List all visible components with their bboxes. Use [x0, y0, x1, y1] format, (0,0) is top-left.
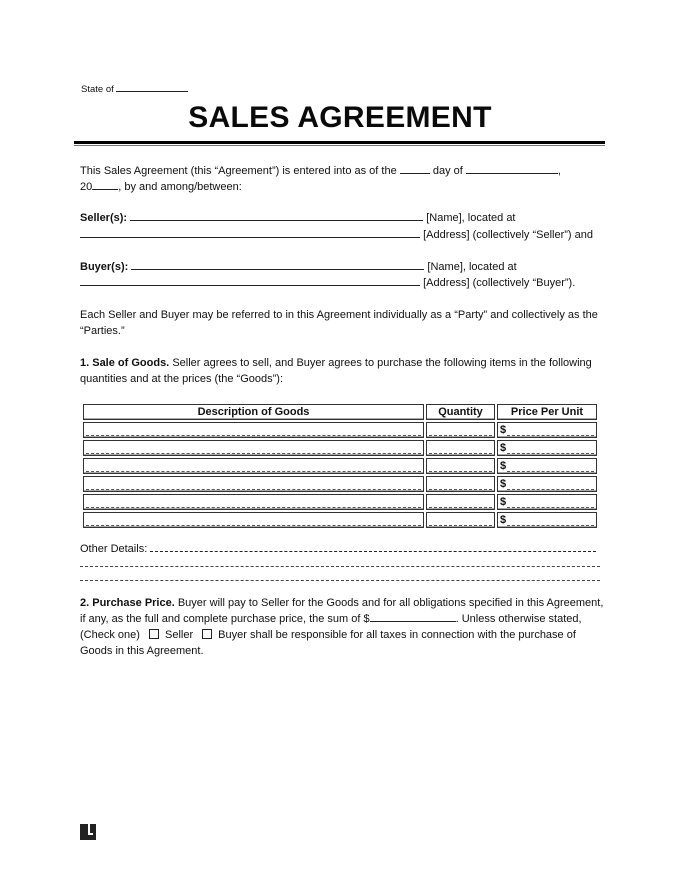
dollar-sign: $: [500, 514, 507, 526]
seller-name-suffix: [Name], located at: [426, 212, 516, 224]
quantity-cell[interactable]: [426, 512, 495, 528]
buyer-address-line: [80, 275, 575, 291]
price-cell[interactable]: [497, 476, 597, 492]
quantity-cell[interactable]: [426, 476, 495, 492]
description-cell[interactable]: [83, 512, 424, 528]
description-cell[interactable]: [83, 440, 424, 456]
other-details-input[interactable]: [150, 541, 596, 552]
seller-name-input[interactable]: [130, 210, 423, 221]
seller-address-suffix: [Address] (collectively “Seller”) and: [423, 229, 594, 241]
price-cell[interactable]: [497, 512, 597, 528]
col-quantity: Quantity: [426, 404, 495, 420]
buyer-checkbox[interactable]: [202, 629, 212, 639]
price-cell[interactable]: [497, 494, 597, 510]
buyer-address-suffix: [Address] (collectively “Buyer”).: [423, 277, 576, 289]
section-1-paragraph: [80, 355, 605, 387]
section-1-heading: 1. Sale of Goods.: [80, 357, 170, 369]
dollar-sign: $: [500, 496, 507, 508]
price-cell[interactable]: [497, 422, 597, 438]
description-cell[interactable]: [83, 476, 424, 492]
section-2-paragraph: [80, 595, 605, 659]
buyer-name-line: Buyer(s): [Name], located at: [80, 261, 517, 273]
seller-address-input[interactable]: [80, 227, 420, 238]
state-label: State of: [81, 84, 114, 95]
quantity-cell[interactable]: [426, 458, 495, 474]
table-row: [83, 476, 597, 492]
seller-checkbox[interactable]: [149, 629, 159, 639]
table-row: [83, 458, 597, 474]
quantity-cell[interactable]: [426, 494, 495, 510]
intro-text: This Sales Agreement (this “Agreement”) is entered into as of the: [80, 165, 397, 177]
purchase-price-input[interactable]: [370, 611, 456, 622]
intro-text-day: day of: [432, 165, 463, 177]
quantity-cell[interactable]: [426, 440, 495, 456]
seller-address-line: [80, 227, 593, 243]
col-description: Description of Goods: [83, 404, 424, 420]
state-field: [81, 81, 188, 95]
dollar-sign: $: [500, 478, 507, 490]
description-cell[interactable]: [83, 494, 424, 510]
price-cell[interactable]: [497, 440, 597, 456]
section-2-text-b: . Unless otherwise stated, (Check one): [80, 613, 582, 641]
buyer-address-input[interactable]: [80, 275, 420, 286]
state-input[interactable]: [116, 81, 188, 92]
buyer-option-label: Buyer: [218, 629, 247, 641]
dollar-sign: $: [500, 442, 507, 454]
month-input[interactable]: [466, 163, 558, 174]
year-prefix: 20: [80, 181, 93, 193]
other-details-line-3[interactable]: [80, 580, 600, 581]
table-row: [83, 494, 597, 510]
section-2-heading: 2. Purchase Price.: [80, 597, 175, 609]
dollar-sign: $: [500, 424, 507, 436]
goods-table-header: [83, 404, 597, 420]
intro-line-2: [80, 179, 242, 195]
title-rule-thin: [74, 145, 605, 146]
document-title: SALES AGREEMENT: [188, 101, 492, 134]
dollar-sign: $: [500, 460, 507, 472]
brand-logo-icon: [80, 824, 96, 840]
seller-label: Seller(s): [80, 212, 124, 224]
intro-line-1: This Sales Agreement (this “Agreement”) is entered into as of the day of ,: [80, 165, 561, 177]
buyer-name-suffix: [Name], located at: [427, 261, 517, 273]
description-cell[interactable]: [83, 458, 424, 474]
title-rule: [74, 141, 605, 144]
other-details-line: [80, 541, 596, 557]
table-row: [83, 422, 597, 438]
seller-name-line: Seller(s): [Name], located at: [80, 212, 516, 224]
price-cell[interactable]: [497, 458, 597, 474]
section-2-text-a: Buyer will pay to Seller for the Goods and for all obligations specified in this Agreement, if any, as the full and complete purchase price, the sum of $: [80, 597, 604, 625]
quantity-cell[interactable]: [426, 422, 495, 438]
section-2-text-c: shall be responsible for all taxes in connection with the purchase of Goods in this Agreement.: [80, 629, 576, 657]
goods-table: [81, 402, 599, 530]
seller-option-label: Seller: [164, 629, 194, 641]
section-1-text: Seller agrees to sell, and Buyer agrees to purchase the following items in the following quantities and at the prices (the “Goods”):: [80, 357, 592, 385]
day-input[interactable]: [400, 163, 430, 174]
year-input[interactable]: [92, 179, 118, 190]
buyer-label: Buyer(s): [80, 261, 125, 273]
other-details-line-2[interactable]: [80, 566, 600, 567]
buyer-name-input[interactable]: [131, 259, 424, 270]
col-price: Price Per Unit: [497, 404, 597, 420]
table-row: [83, 440, 597, 456]
intro-text-end: , by and among/between:: [118, 181, 242, 193]
description-cell[interactable]: [83, 422, 424, 438]
parties-paragraph: Each Seller and Buyer may be referred to in this Agreement individually as a “Party” and collectively as the “Parties.”: [80, 309, 598, 337]
table-row: [83, 512, 597, 528]
other-details-label: Other Details:: [80, 543, 148, 555]
